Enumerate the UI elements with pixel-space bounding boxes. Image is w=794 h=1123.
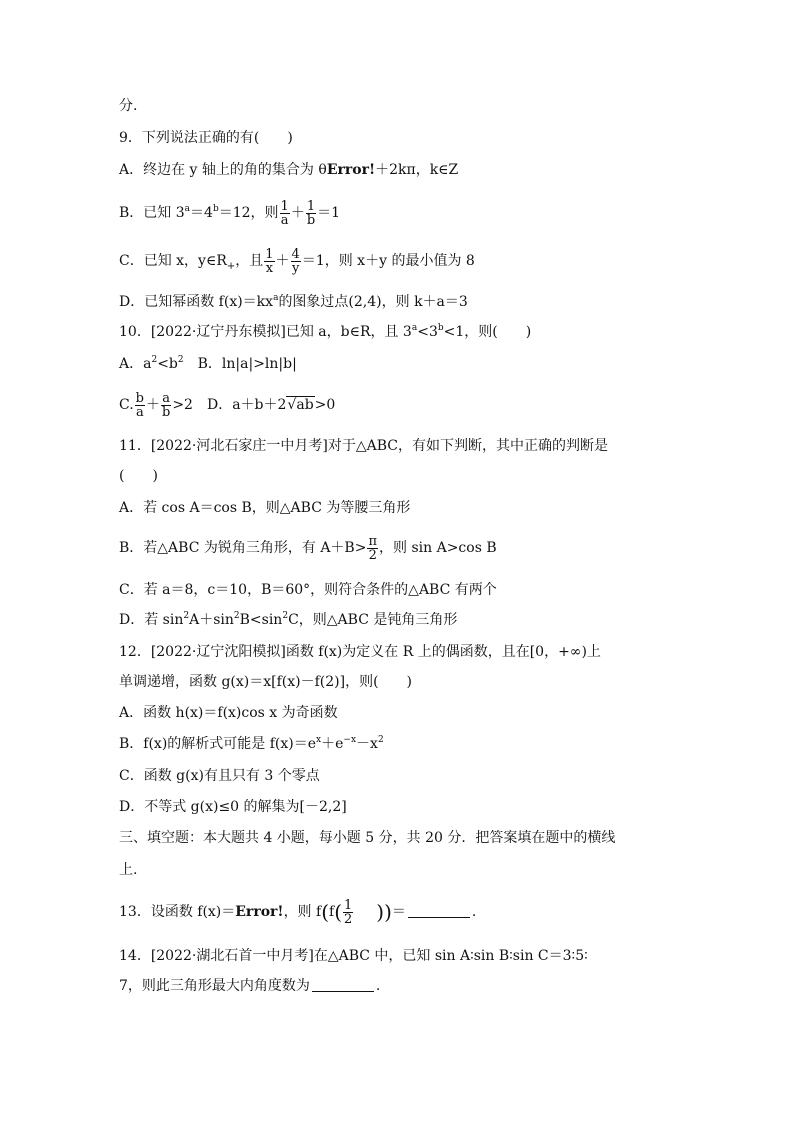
exponent: a <box>184 204 191 214</box>
numerator: a <box>162 390 171 406</box>
text: <1，则( ) <box>443 324 532 340</box>
text: ，则 f <box>283 904 322 920</box>
text: . <box>375 978 381 994</box>
exponent: b <box>212 204 219 214</box>
denominator: x <box>265 260 274 276</box>
q9-option-c <box>119 246 475 276</box>
q13 <box>119 897 476 927</box>
text: f <box>329 904 335 920</box>
text: B．已知 3 <box>119 205 185 221</box>
radicand: ab <box>296 397 314 413</box>
text: B<sin <box>239 612 283 628</box>
text: ＝12，则 <box>218 205 279 221</box>
q11-option-b <box>119 533 497 563</box>
left-paren: ( <box>334 900 343 924</box>
square-root: √ab <box>287 397 314 413</box>
section-3-heading-line2: 上. <box>119 862 138 878</box>
exponent: 2 <box>282 611 289 621</box>
fraction <box>306 200 316 227</box>
exponent: −x <box>343 735 357 745</box>
answer-blank <box>312 977 374 992</box>
numerator: b <box>135 390 144 406</box>
text: ＝1 <box>317 205 341 221</box>
error-text: Error! <box>326 162 376 178</box>
q12-option-b <box>119 734 384 756</box>
q11-option-a: A．若 cos A＝cos B，则△ABC 为等腰三角形 <box>119 500 411 516</box>
q9-stem: 9．下列说法正确的有( ) <box>119 130 293 146</box>
q12-option-d: D．不等式 g(x)≤0 的解集为[－2,2] <box>119 799 347 815</box>
text: 10．[2022·辽宁丹东模拟]已知 a，b∈R，且 3 <box>119 324 412 340</box>
denominator: 2 <box>344 911 353 927</box>
text: B．ln|a|>ln|b| <box>183 356 297 372</box>
text: D．已知幂函数 f(x)＝kx <box>119 294 274 310</box>
denominator: y <box>292 260 300 276</box>
text: ＝1，则 x＋y 的最小值为 8 <box>301 253 475 269</box>
text: ＋ <box>290 205 305 221</box>
denominator: 2 <box>368 547 377 563</box>
fraction <box>264 248 274 275</box>
answer-blank <box>408 903 470 918</box>
denominator: a <box>135 404 144 420</box>
text: . <box>471 904 477 920</box>
text: >0 <box>314 397 336 413</box>
q12-stem-line2: 单调递增，函数 g(x)＝x[f(x)－f(2)]，则( ) <box>119 674 412 690</box>
text: ，则 sin A>cos B <box>379 540 497 556</box>
denominator: b <box>306 212 316 228</box>
fraction <box>135 392 145 419</box>
exponent: 2 <box>233 611 240 621</box>
q10-options-cd <box>119 390 335 420</box>
text: >2 <box>172 397 193 413</box>
q14-line2 <box>119 976 380 998</box>
q12-stem-line1: 12．[2022·辽宁沈阳模拟]函数 f(x)为定义在 R 上的偶函数，且在[0，+∞)上 <box>119 644 601 660</box>
q11-option-c: C．若 a＝8，c＝10，B＝60°，则符合条件的△ABC 有两个 <box>119 582 497 598</box>
text: C，则△ABC 是钝角三角形 <box>288 612 458 628</box>
text: A．终边在 y 轴上的角的集合为 θ <box>119 162 327 178</box>
text: C．已知 x，y∈R <box>119 253 227 269</box>
q11-paren: ( ) <box>119 468 158 484</box>
text: B．f(x)的解析式可能是 f(x)＝e <box>119 736 317 752</box>
exponent: 2 <box>151 355 158 365</box>
text: C. <box>119 397 134 413</box>
q9-option-d <box>119 292 468 314</box>
exponent: x <box>316 735 322 745</box>
section-3-heading-line1: 三、填空题：本大题共 4 小题，每小题 5 分，共 20 分．把答案填在题中的横线 <box>119 830 616 846</box>
exponent: 2 <box>177 355 184 365</box>
exponent: a <box>411 323 418 333</box>
numerator: 1 <box>306 198 316 214</box>
text: A＋sin <box>189 612 234 628</box>
q12-option-c: C．函数 g(x)有且只有 3 个零点 <box>119 768 320 784</box>
denominator: b <box>162 404 171 420</box>
exponent: a <box>273 293 279 303</box>
text: ＋e <box>321 736 344 752</box>
text: 13．设函数 f(x)＝ <box>119 904 236 920</box>
fraction <box>161 392 171 419</box>
text: 7，则此三角形最大内角度数为 <box>119 978 310 994</box>
q10-stem <box>119 322 531 344</box>
text: D．a＋b＋2 <box>192 397 287 413</box>
text: ＝4 <box>190 205 213 221</box>
text: <3 <box>417 324 438 340</box>
text: ＋2kπ，k∈Z <box>375 162 459 178</box>
exponent: b <box>437 323 444 333</box>
text: D．若 sin <box>119 612 184 628</box>
text: <b <box>157 356 178 372</box>
q11-option-d <box>119 610 457 632</box>
numerator: 1 <box>280 198 289 214</box>
text: 的图象过点(2,4)，则 k＋a＝3 <box>278 294 468 310</box>
numerator: 4 <box>291 246 300 262</box>
q9-option-b <box>119 198 340 228</box>
q10-options-ab <box>119 354 297 376</box>
error-text: Error! <box>235 904 284 920</box>
q11-stem: 11．[2022·河北石家庄一中月考]对于△ABC，有如下判断，其中正确的判断是 <box>119 438 608 454</box>
text: ＋ <box>275 253 290 269</box>
fraction <box>367 535 378 562</box>
text: ，且 <box>235 253 264 269</box>
fraction <box>343 899 353 926</box>
fraction <box>291 248 301 275</box>
q12-option-a: A．函数 h(x)＝f(x)cos x 为奇函数 <box>119 705 338 721</box>
exponent: 2 <box>183 611 190 621</box>
text: B．若△ABC 为锐角三角形，有 A＋B> <box>119 540 367 556</box>
text: ＋ <box>146 397 160 413</box>
exponent: 2 <box>377 735 384 745</box>
left-paren: ( <box>321 900 330 924</box>
text: －x <box>356 736 378 752</box>
top-fragment: 分. <box>119 98 138 114</box>
q9-option-a <box>119 160 458 182</box>
right-paren: )) <box>376 900 392 924</box>
text: A．a <box>119 356 152 372</box>
numerator: 1 <box>265 246 274 262</box>
subscript: + <box>226 260 236 272</box>
text: ＝ <box>391 904 406 920</box>
fraction <box>280 200 290 227</box>
denominator: a <box>280 212 289 228</box>
q14-line1: 14．[2022·湖北石首一中月考]在△ABC 中，已知 sin A∶sin B∶sin C＝3∶5∶ <box>119 948 588 964</box>
numerator: 1 <box>344 897 353 913</box>
numerator: π <box>368 533 378 549</box>
